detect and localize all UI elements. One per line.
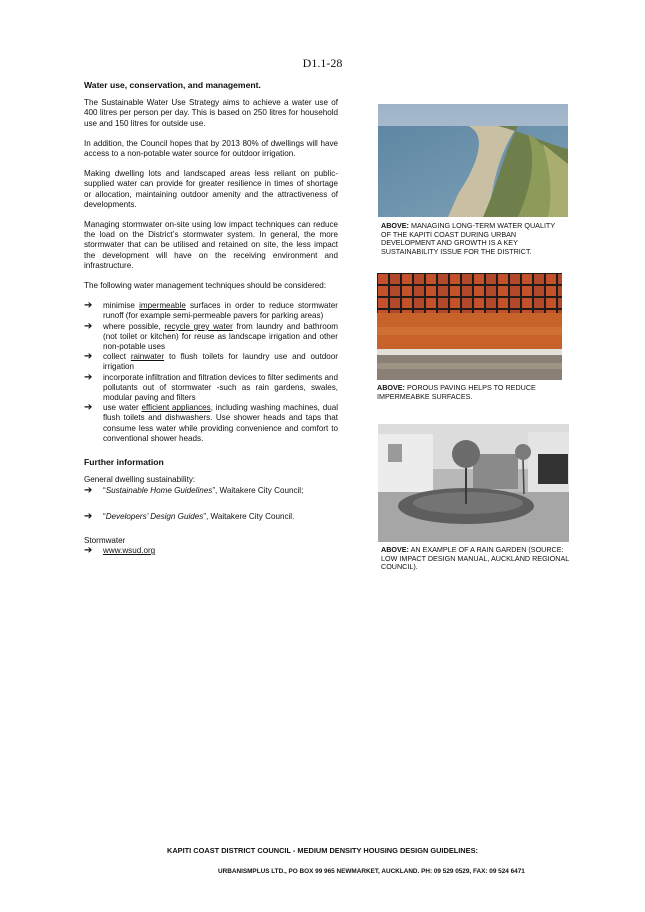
caption-rain-garden: ABOVE: AN EXAMPLE OF A RAIN GARDEN (SOURCE: LOW IMPACT DESIGN MANUAL, AUCKLAND REGIONAL COUNCIL).: [381, 545, 569, 572]
paragraph: In addition, the Council hopes that by 2013 80% of dwellings will have access to a non-potable water source for outdoor irrigation.: [84, 138, 338, 159]
reference-item: [84, 546, 338, 556]
arrow-right-icon: ➔: [84, 402, 93, 414]
stormwater-label: Stormwater: [84, 535, 126, 545]
impermeable-link[interactable]: impermeable: [139, 301, 186, 311]
paragraph: The Sustainable Water Use Strategy aims to achieve a water use of 400 litres per person per day. This is based on 250 litres for household use and 150 litres for outside use.: [84, 98, 338, 128]
coastline-photo: [378, 104, 568, 217]
rain-garden-photo: [378, 424, 569, 542]
further-info-heading: Further information: [84, 457, 164, 468]
footer-title: KAPITI COAST DISTRICT COUNCIL - MEDIUM DENSITY HOUSING DESIGN GUIDELINES:: [167, 846, 478, 855]
arrow-right-icon: ➔: [84, 545, 93, 557]
arrow-right-icon: ➔: [84, 320, 93, 332]
arrow-right-icon: ➔: [84, 371, 93, 383]
efficient-appliances-link[interactable]: efficient appliances: [141, 403, 211, 413]
reference-item: ➔ “Sustainable Home Guidelines”, Waitakere City Council;: [84, 484, 304, 496]
general-label: General dwelling sustainability:: [84, 475, 196, 485]
techniques-list: [84, 301, 338, 444]
section-heading: Water use, conservation, and management.: [84, 80, 261, 90]
list-item: ➔ minimise impermeable surfaces in order to reduce stormwater runoff (for example semi-permeable pavers for parking areas): [84, 300, 338, 321]
caption-coastline: ABOVE: MANAGING LONG-TERM WATER QUALITY OF THE KAPITI COAST DURING URBAN DEVELOPMENT AND GROWTH IS A KEY SUSTAINABILITY ISSUE FOR THE DISTRICT.: [381, 221, 555, 256]
page-number: D1.1-28: [302, 56, 343, 70]
list-item: ➔ collect rainwater to flush toilets for laundry use and outdoor irrigation: [84, 351, 338, 372]
footer-address: URBANISMPLUS LTD., PO BOX 99 965 NEWMARKET, AUCKLAND. PH: 09 529 0529, FAX: 09 524 6471: [218, 868, 525, 875]
arrow-right-icon: ➔: [84, 300, 93, 312]
recycle-grey-water-link[interactable]: recycle grey water: [164, 321, 233, 331]
paragraph: Making dwelling lots and landscaped areas less reliant on public-supplied water can provide for greater resilience in times of shortage or allocation, maintaining outdoor amenity and the attractiveness of developments.: [84, 169, 338, 209]
porous-paving-photo: [377, 273, 562, 380]
paragraph: The following water management techniques should be considered:: [84, 281, 327, 291]
main-text-column: [84, 80, 338, 556]
arrow-right-icon: ➔: [84, 510, 93, 522]
list-item: ➔ where possible, recycle grey water from laundry and bathroom (not toilet or kitchen) for reuse as landscape irrigation and other non-potable uses: [84, 320, 338, 352]
list-item: ➔ incorporate infiltration and filtration devices to filter sediments and pollutants out of stormwater -such as rain gardens, swales, modular paving and filters: [84, 371, 338, 403]
arrow-right-icon: ➔: [84, 484, 93, 496]
wsud-link[interactable]: www.wsud.org: [103, 546, 156, 556]
list-item: ➔ use water efficient appliances, including washing machines, dual flush toilets and dishwashers. Use shower heads and taps that consume less water while providing convenience and comfort to conventional shower heads.: [84, 402, 338, 443]
caption-paving: ABOVE: POROUS PAVING HELPS TO REDUCE IMPERMEABKE SURFACES.: [377, 383, 536, 401]
reference-item: ➔ “Developers’ Design Guides”, Waitakere City Council.: [84, 510, 295, 522]
paragraph: Managing stormwater on-site using low impact techniques can reduce the load on the District’s stormwater system. In general, the more stormwater that can be utilised and retained on site, the less impact the development will have on the receiving environment and infrastructure.: [84, 220, 338, 270]
arrow-right-icon: ➔: [84, 351, 93, 363]
rainwater-link[interactable]: rainwater: [130, 352, 165, 362]
